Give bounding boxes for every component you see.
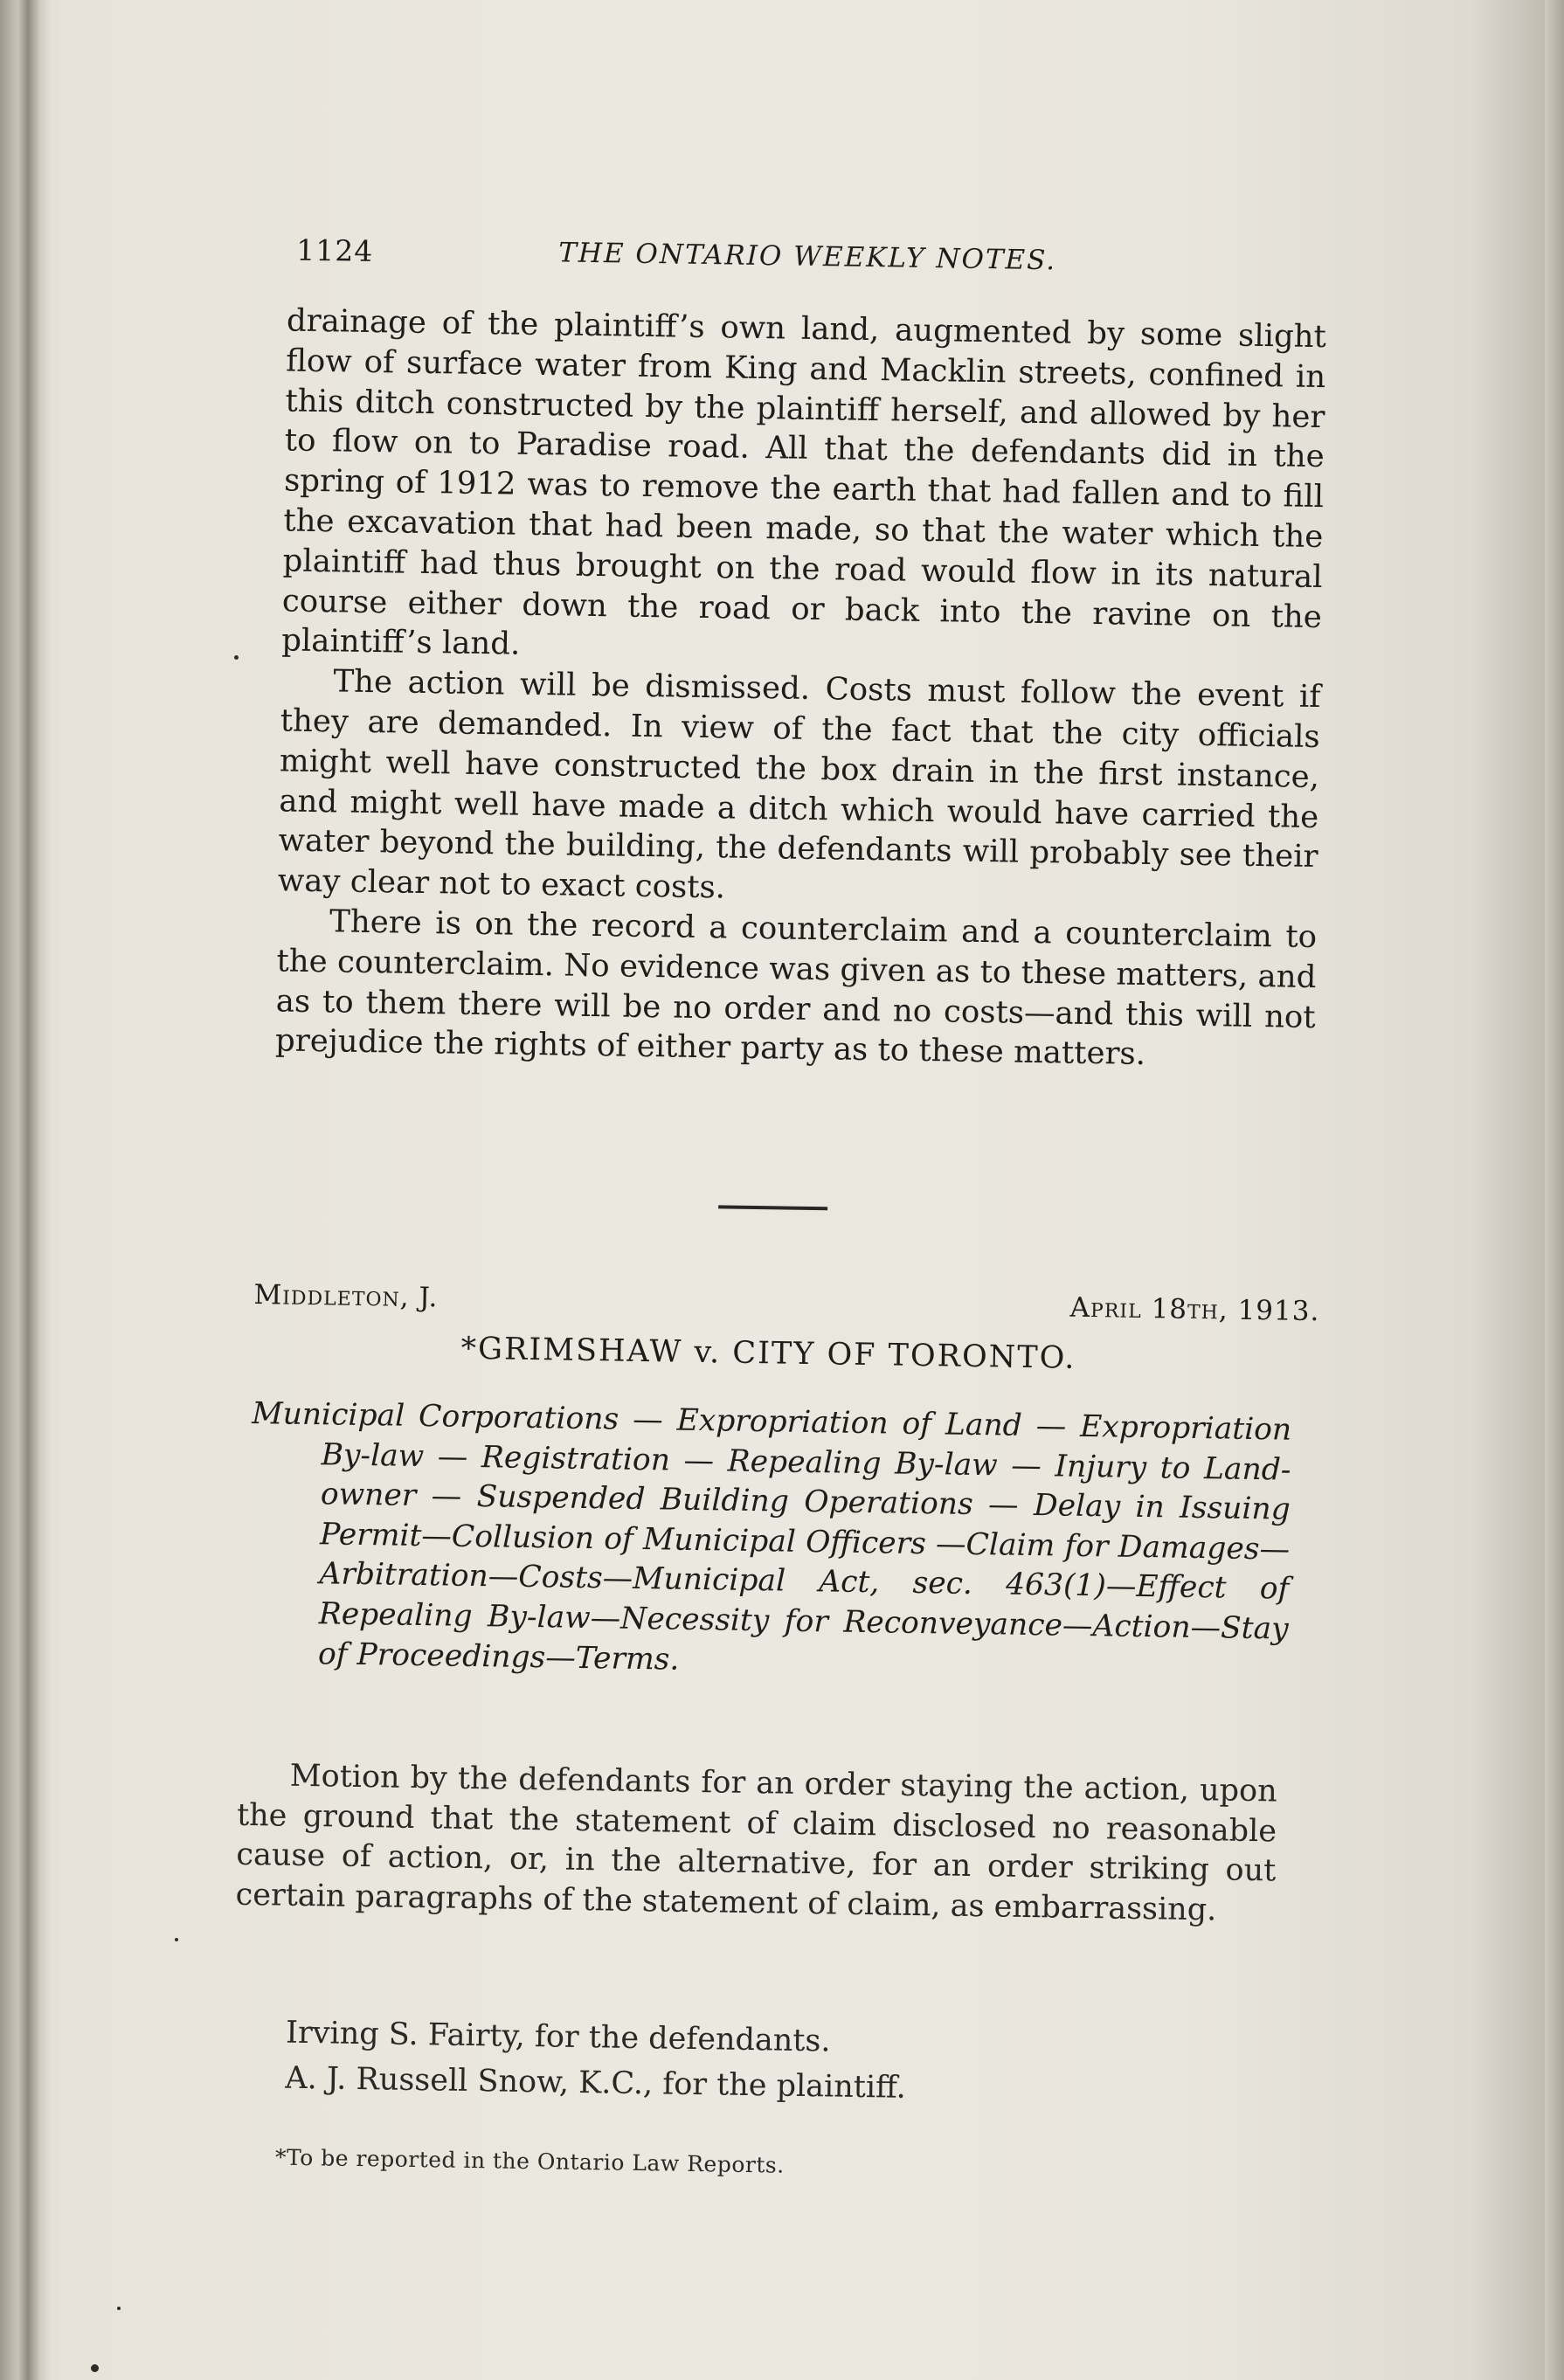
- paper-speck: [91, 2364, 99, 2372]
- page-number: 1124: [295, 232, 374, 269]
- journal-title: THE ONTARIO WEEKLY NOTES.: [557, 237, 1057, 277]
- paragraph-counterclaim: There is on the record a counterclaim and a counterclaim to the counterclaim. No evidence was given as to these matters, and as to them there will be no order and no costs—and this will not prejudice the rights of either party as to these matters.: [274, 903, 1318, 1073]
- printed-text-block: [231, 210, 1337, 2236]
- judge-name: Middleton, J.: [253, 1279, 439, 1314]
- judgment-continuation: [275, 301, 1327, 1077]
- counsel-defendants: Irving S. Fairty, for the defendants.: [285, 2015, 831, 2059]
- paper-speck: [234, 655, 239, 660]
- counsel-plaintiff: A. J. Russell Snow, K.C., for the plaintiff.: [285, 2060, 907, 2106]
- paragraph-drainage: drainage of the plaintiff’s own land, augmented by some slight flow of surface water from King and Macklin streets, confined in this ditch constructed by the plaintiff herself, and allowed by her to flow on to Paradise road. All that the defendants did in the spring of 1912 was to remove the earth that had fallen and to fill the excavation that had been made, so that the water which the plaintiff had thus brought on the road would flow in its natural course either down the road or back into the ravine on the plaintiff’s land.: [280, 302, 1327, 663]
- paper-speck: [117, 2307, 121, 2310]
- paper-speck: [175, 1938, 178, 1941]
- judgment-date: April 18th, 1913.: [1069, 1291, 1320, 1328]
- case-title: *GRIMSHAW v. CITY OF TORONTO.: [460, 1331, 1076, 1376]
- headnote: Municipal Corporations — Expropriation of Land — Expropriation By-law — Registration — Repealing By-law — Injury to Land-owner — Suspended Building Operations — Delay in Issuing Permit—Collusion of Municipal Officers —Claim for Damages—Arbitration—Costs—Municipal Act, sec. 463(1)—Effect of Repealing By-law—Necessity for Reconveyance—Action—Stay of Proceedings—Terms.: [252, 1395, 1292, 1678]
- footnote: *To be reported in the Ontario Law Reports.: [274, 2144, 785, 2178]
- running-head: [296, 233, 1337, 294]
- motion-paragraph: Motion by the defendants for an order staying the action, upon the ground that the statement of claim disclosed no reasonable cause of action, or, in the alternative, for an order striking out certain paragraphs of the statement of claim, as embarrassing.: [235, 1758, 1278, 1928]
- page-edge: [1545, 0, 1564, 2380]
- book-gutter: [0, 0, 51, 2380]
- section-divider: [718, 1205, 827, 1210]
- paragraph-dismissal: The action will be dismissed. Costs must follow the event if they are demanded. In view of the fact that the city officials might well have constructed the box drain in the first instance, and might well have made a ditch which would have carried the water beyond the building, the defendants will probably see their way clear not to exact costs.: [277, 663, 1321, 906]
